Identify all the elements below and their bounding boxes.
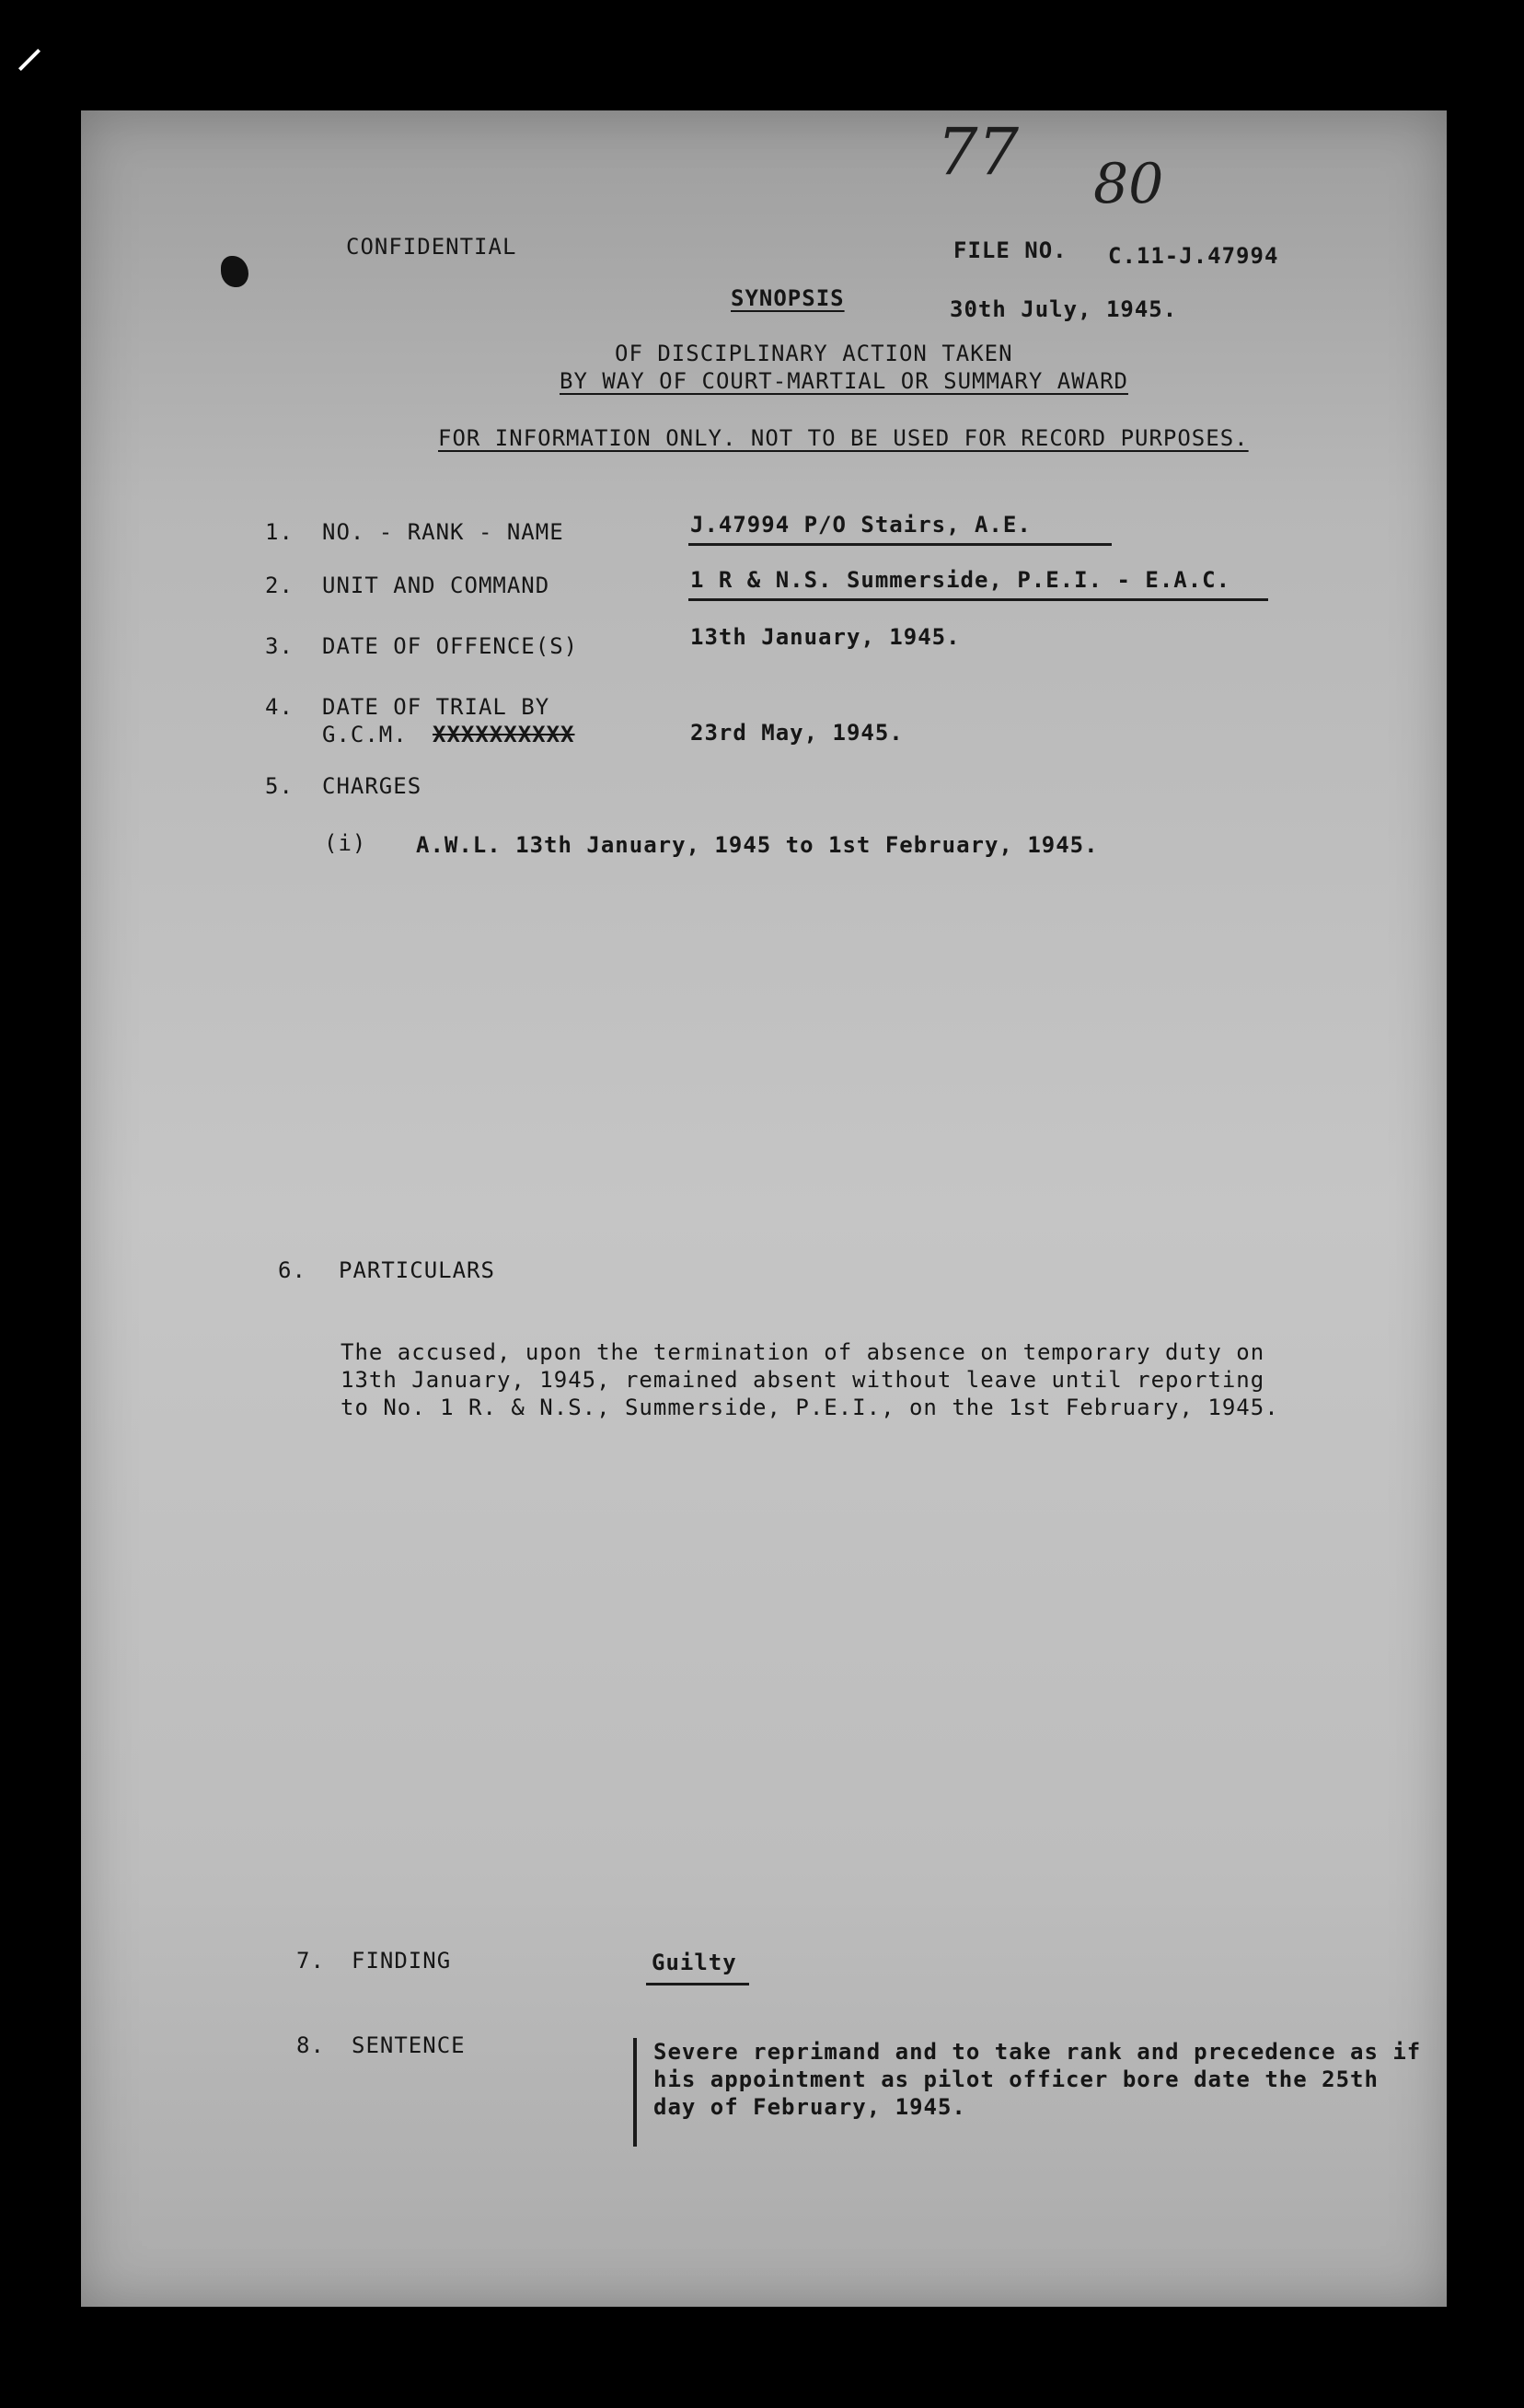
synopsis-date: 30th July, 1945. [950, 296, 1178, 322]
item-6-label: PARTICULARS [339, 1257, 495, 1283]
item-7-value: Guilty [652, 1950, 737, 1975]
finding-underline [646, 1983, 749, 1985]
item-8-number: 8. [296, 2032, 325, 2058]
charge-1-number: (i) [324, 830, 367, 856]
item-1-value: J.47994 P/O Stairs, A.E. [690, 512, 1032, 538]
item-8-label: SENTENCE [352, 2032, 466, 2058]
particulars-line-3: to No. 1 R. & N.S., Summerside, P.E.I., on the 1st February, 1945. [341, 1395, 1279, 1420]
item-1-label: NO. - RANK - NAME [322, 519, 564, 545]
document-page [81, 110, 1447, 2307]
sentence-bracket [633, 2038, 637, 2147]
item-4-label-line-1: DATE OF TRIAL BY [322, 694, 550, 720]
item-4-number: 4. [265, 694, 294, 720]
handwritten-mark-top: 77 [937, 114, 1020, 190]
file-no-value: C.11-J.47994 [1108, 243, 1279, 269]
item-2-number: 2. [265, 573, 294, 598]
sentence-line-2: his appointment as pilot officer bore date the 25th [653, 2066, 1379, 2092]
scan-corner-mark [18, 49, 40, 71]
item-6-number: 6. [278, 1257, 306, 1283]
item-4-struck-text: XXXXXXXXXX [433, 722, 575, 747]
item-3-value: 13th January, 1945. [690, 624, 961, 650]
title-line-2: BY WAY OF COURT-MARTIAL OR SUMMARY AWARD [560, 368, 1128, 394]
synopsis-heading: SYNOPSIS [731, 285, 845, 311]
item-5-label: CHARGES [322, 773, 422, 799]
item-7-label: FINDING [352, 1948, 452, 1974]
item-7-number: 7. [296, 1948, 325, 1974]
item-1-underline [688, 543, 1112, 546]
particulars-line-2: 13th January, 1945, remained absent without leave until reporting [341, 1367, 1265, 1393]
item-3-number: 3. [265, 633, 294, 659]
title-line-1: OF DISCIPLINARY ACTION TAKEN [615, 341, 1013, 366]
item-3-label: DATE OF OFFENCE(S) [322, 633, 579, 659]
sentence-line-3: day of February, 1945. [653, 2094, 966, 2120]
item-4-label-line-2: G.C.M. [322, 722, 408, 747]
item-4-value: 23rd May, 1945. [690, 720, 904, 746]
file-no-label: FILE NO. [953, 237, 1068, 263]
item-1-number: 1. [265, 519, 294, 545]
information-notice: FOR INFORMATION ONLY. NOT TO BE USED FOR RECORD PURPOSES. [438, 425, 1249, 451]
item-2-label: UNIT AND COMMAND [322, 573, 550, 598]
item-5-number: 5. [265, 773, 294, 799]
confidential-label: CONFIDENTIAL [346, 234, 517, 260]
ink-blot [221, 256, 248, 287]
item-2-underline [688, 598, 1268, 601]
handwritten-mark-second: 80 [1093, 152, 1164, 216]
item-2-value: 1 R & N.S. Summerside, P.E.I. - E.A.C. [690, 567, 1231, 593]
sentence-line-1: Severe reprimand and to take rank and precedence as if [653, 2039, 1422, 2065]
particulars-line-1: The accused, upon the termination of absence on temporary duty on [341, 1339, 1265, 1365]
charge-1-text: A.W.L. 13th January, 1945 to 1st February, 1945. [416, 832, 1099, 858]
